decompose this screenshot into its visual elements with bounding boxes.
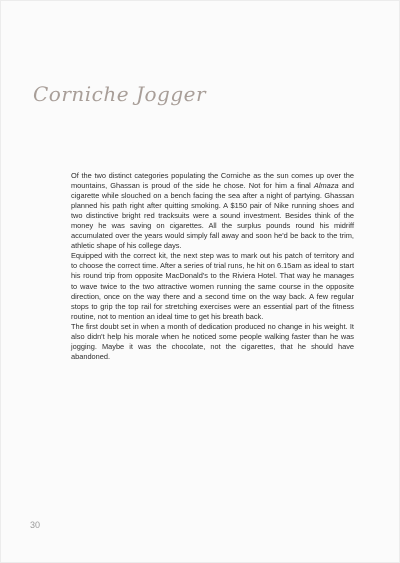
- paragraph-text: Of the two distinct categories populating the Corniche as the sun comes up over the mountains, Ghassan is proud of the side he chose. Not for him a final: [71, 171, 354, 191]
- body-text: [71, 171, 354, 362]
- paragraph: The first doubt set in when a month of dedication produced no change in his weight. It also didn't help his morale when he noticed some people walking faster than he was jogging. Maybe it was the chocolate, not the cigarettes, that he should have abandoned.: [71, 321, 354, 361]
- page-number: 30: [30, 520, 41, 530]
- paragraph: Equipped with the correct kit, the next step was to mark out his patch of territory and to choose the correct time. After a series of trial runs, he hit on 6.15am as ideal to start his round trip from opposite MacDonald's to the Riviera Hotel. That way he manages to wave twice to the two attractive women running the same course in the opposite direction, once on the way there and a second time on the way back. A few regular stops to grip the top rail for stretching exercises were an essential part of the fitness routine, not to mention an ideal time to get his breath back.: [71, 251, 354, 321]
- chapter-title: Corniche Jogger: [33, 82, 207, 106]
- paragraph: [71, 171, 354, 251]
- emphasized-brand-name: Almaza: [313, 181, 339, 191]
- paragraph-text: and cigarette while slouched on a bench facing the sea after a night of partying. Ghassan planned his path right after quitting smoking. A $150 pair of Nike running shoes and two distinctive bright red tracksuits were a sound investment. Besides think of the money he was saving on cigarettes. All the surplus pounds round his midriff accumulated over the years would simply fall away and soon he'd be back to the trim, athletic shape of his college days.: [71, 181, 354, 251]
